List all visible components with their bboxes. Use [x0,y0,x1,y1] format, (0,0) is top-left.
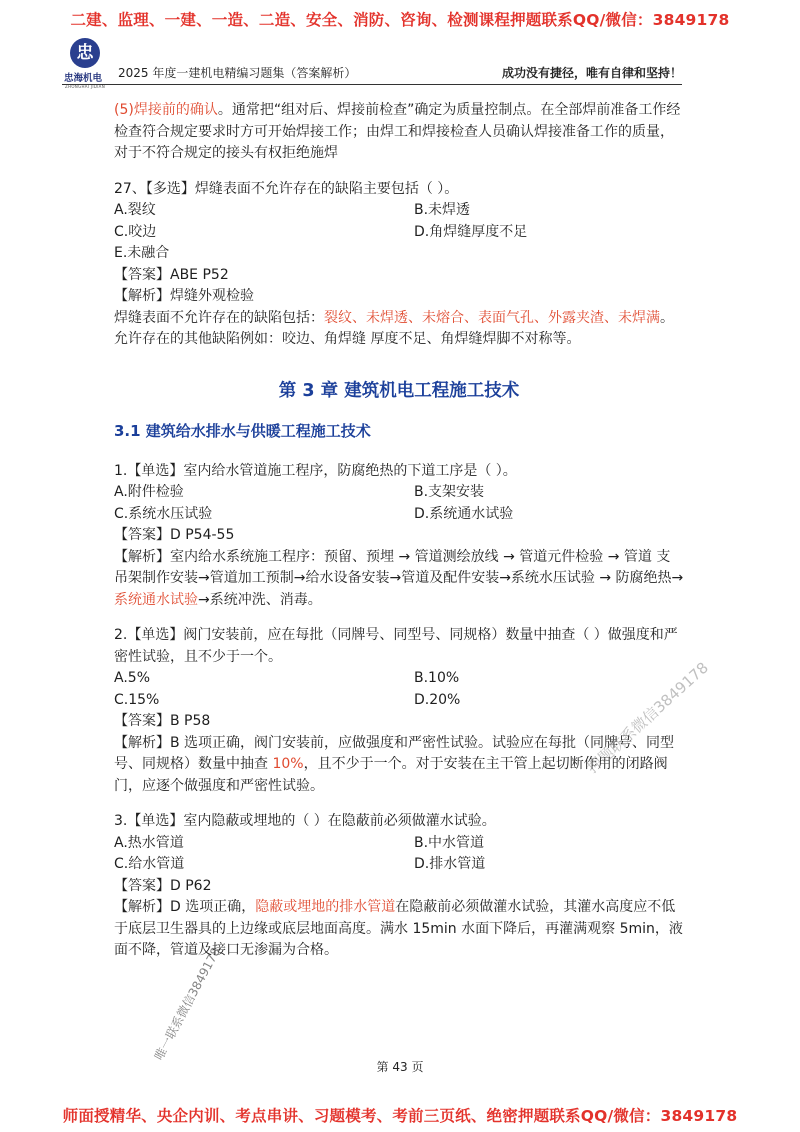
page-content [114,100,684,962]
q27-analysis [114,308,684,351]
watermark-right: 押题联系微信3849178 [583,658,712,777]
q27-option-b: B.未焊透 [414,202,471,218]
q1-options [114,482,684,525]
q1-analysis-pre: 【解析】室内给水系统施工程序：预留、预埋 → 管道测绘放线 → 管道元件检验 → 管道 支吊架制作安装→管道加工预制→给水设备安装→管道及配件安装→系统水压试验 → 防腐绝热→ [114,548,684,586]
q2-analysis-post: ，且不少于一个。对于安装在主干管上起切断作用的闭路阀门，应逐个做强度和严密性试验。 [114,756,668,794]
q3-stem: 3.【单选】室内隐蔽或埋地的（ ）在隐蔽前必须做灌水试验。 [114,813,496,829]
q2-option-a: A.5% [114,670,150,686]
q27-option-d: D.角焊缝厚度不足 [414,223,528,240]
q2-stem: 2.【单选】阀门安装前，应在每批（同牌号、同型号、同规格）数量中抽查（ ）做强度和严密性试验，且不少于一个。 [114,627,678,665]
intro-text: 。通常把“组对后、焊接前检查”确定为质量控制点。在全部焊前准备工作经检查符合规定要求时方可开始焊接工作；由焊工和焊接检查人员确认焊接准备工作的质量，对于不符合规定的接头有权拒绝施焊 [114,102,681,161]
q27-analysis-title: 【解析】焊缝外观检验 [114,288,254,304]
q3-analysis [114,897,684,962]
q1-option-d: D.系统通水试验 [414,505,514,522]
chapter-title: 第 3 章 建筑机电工程施工技术 [278,380,520,401]
q2-option-b: B.10% [414,670,460,686]
logo-subtitle: ZHONGHAI JIDIAN [64,84,106,89]
q3-answer: 【答案】D P62 [114,877,212,894]
q27-option-c: C.咬边 [114,223,157,240]
q3-analysis-highlight: 隐蔽或埋地的排水管道 [255,899,396,915]
brand-logo [62,38,108,89]
q2-answer: 【答案】B P58 [114,713,211,729]
q1-stem: 1.【单选】室内给水管道施工程序，防腐绝热的下道工序是（ ）。 [114,462,517,479]
q2-option-d: D.20% [414,691,461,708]
q3-option-d: D.排水管道 [414,856,486,872]
q2-options [114,668,684,711]
q1-answer: 【答案】D P54-55 [114,527,235,543]
bottom-promo-banner: 师面授精华、央企内训、考点串讲、习题模考、考前三页纸、绝密押题联系QQ/微信：3849178 [62,1107,738,1125]
q3-analysis-pre: 【解析】D 选项正确， [114,899,256,915]
header-motto: 成功没有捷径，唯有自律和坚持！ [501,66,682,80]
q3-option-b: B.中水管道 [414,834,485,851]
q3-option-c: C.给水管道 [114,856,185,872]
q27-analysis-post: 。允许存在的其他缺陷例如：咬边、角焊缝 厚度不足、角焊缝焊脚不对称等。 [114,309,674,347]
q3-options [114,833,684,876]
q27-stem: 27、【多选】焊缝表面不允许存在的缺陷主要包括（ ）。 [114,180,459,197]
q27-analysis-pre: 焊缝表面不允许存在的缺陷包括： [114,309,324,326]
watermark-left: 唯一联系微信3849178 [151,945,224,1063]
q3-option-a: A.热水管道 [114,834,184,851]
q27-answer: 【答案】ABE P52 [114,266,229,283]
q1-option-c: C.系统水压试验 [114,505,213,522]
intro-paragraph [114,100,684,165]
q1-option-b: B.支架安装 [414,484,485,500]
logo-name: 忠海机电 [63,73,102,84]
q2-analysis-pre: 【解析】B 选项正确，阀门安装前，应做强度和严密性试验。试验应在每批（同牌号、同型号、同规格）数量中抽查 [114,734,675,772]
q1-option-a: A.附件检验 [114,484,184,500]
intro-highlight: (5)焊接前的确认 [114,102,218,118]
q27-analysis-highlight: 裂纹、未焊透、未熔合、表面气孔、外露夹渣、未焊满 [324,309,660,326]
q1-analysis [114,547,684,612]
q2-option-c: C.15% [114,691,160,708]
q27-option-e: E.未融合 [114,245,170,261]
q3-analysis-post: 在隐蔽前必须做灌水试验，其灌水高度应不低于底层卫生器具的上边缘或底层地面高度。满水 15min 水面下降后，再灌满观察 5min，液面不降，管道及接口无渗漏为合格。 [114,899,683,958]
header-divider [62,84,682,85]
section-title: 3.1 建筑给水排水与供暖工程施工技术 [114,421,371,440]
q2-analysis-highlight: 10% [272,756,304,772]
logo-emblem-icon: 忠 [70,38,100,68]
q27-option-a: A.裂纹 [114,202,156,218]
q27-options [114,200,684,265]
q1-analysis-highlight: 系统通水试验 [114,591,198,608]
page-number: 第 43 页 [376,1060,424,1074]
q1-analysis-post: →系统冲洗、消毒。 [198,591,322,608]
top-promo-banner: 二建、监理、一建、一造、二造、安全、消防、咨询、检测课程押题联系QQ/微信：3849178 [70,11,730,29]
header-title: 2025 年度一建机电精编习题集（答案解析） [118,66,357,80]
